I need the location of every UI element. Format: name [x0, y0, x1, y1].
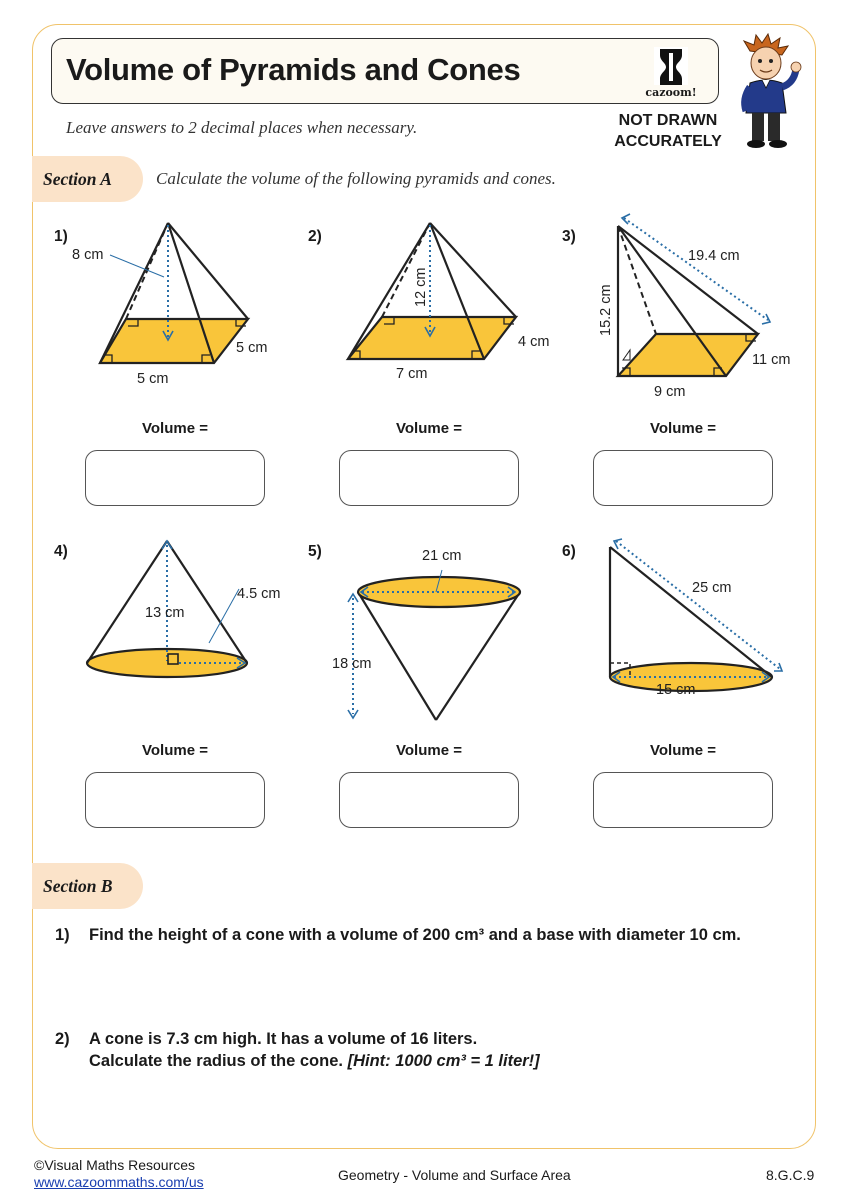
- label-height: 12 cm: [413, 267, 429, 307]
- question-2-line2: [89, 1050, 540, 1072]
- pyramid-figure-3: [590, 210, 810, 410]
- answer-box-4[interactable]: [85, 772, 265, 828]
- answer-box-6[interactable]: [593, 772, 773, 828]
- section-a-tab: Section A: [32, 156, 143, 202]
- label-length: 7 cm: [396, 366, 428, 382]
- volume-label: Volume =: [142, 420, 208, 437]
- pyramid-figure-1: [60, 215, 300, 395]
- label-width: 11 cm: [752, 352, 791, 368]
- section-b-tab: Section B: [32, 863, 143, 909]
- label-height: 15.2 cm: [598, 284, 614, 336]
- footer-topic: Geometry - Volume and Surface Area: [338, 1167, 571, 1183]
- footer-url-link[interactable]: www.cazoommaths.com/us: [34, 1174, 204, 1190]
- label-slant: 4.5 cm: [237, 586, 281, 602]
- question-number: 4): [54, 543, 68, 560]
- cone-figure-4: [75, 535, 315, 695]
- label-slant: 8 cm: [72, 247, 104, 263]
- section-b-question-2: [89, 1028, 540, 1072]
- volume-label: Volume =: [142, 742, 208, 759]
- question-2-text: Calculate the radius of the cone.: [89, 1052, 343, 1070]
- section-b-question-number: 2): [55, 1030, 70, 1048]
- question-2-hint: [Hint: 1000 cm³ = 1 liter!]: [347, 1052, 540, 1070]
- question-number: 2): [308, 228, 322, 245]
- label-slant: 19.4 cm: [688, 248, 740, 264]
- not-drawn-note: [598, 110, 738, 152]
- volume-label: Volume =: [650, 742, 716, 759]
- footer-copyright: ©Visual Maths Resources: [34, 1157, 196, 1173]
- footer-code: 8.G.C.9: [766, 1167, 815, 1183]
- cartoon-boy-icon: [728, 33, 812, 151]
- label-height: 13 cm: [145, 605, 185, 621]
- label-diameter: 21 cm: [422, 548, 462, 564]
- section-a-instruction: Calculate the volume of the following pyramids and cones.: [156, 169, 556, 188]
- not-drawn-line2: ACCURATELY: [614, 133, 722, 150]
- question-number: 5): [308, 543, 322, 560]
- label-height: 18 cm: [332, 656, 372, 672]
- label-slant: 25 cm: [692, 580, 732, 596]
- footer-left: [34, 1157, 204, 1191]
- logo-text: cazoom!: [645, 86, 697, 99]
- not-drawn-line1: NOT DRAWN: [618, 112, 718, 129]
- answer-box-3[interactable]: [593, 450, 773, 506]
- instructions-text: Leave answers to 2 decimal places when necessary.: [66, 118, 418, 137]
- answer-box-5[interactable]: [339, 772, 519, 828]
- question-number: 3): [562, 228, 576, 245]
- label-diameter: 15 cm: [656, 682, 696, 698]
- section-b-question-number: 1): [55, 926, 70, 944]
- question-2-line1: A cone is 7.3 cm high. It has a volume of 16 liters.: [89, 1030, 478, 1048]
- answer-box-1[interactable]: [85, 450, 265, 506]
- question-number: 1): [54, 228, 68, 245]
- cone-figure-5: [326, 540, 546, 730]
- volume-label: Volume =: [396, 420, 462, 437]
- label-width: 4 cm: [518, 334, 550, 350]
- label-length: 5 cm: [137, 371, 169, 387]
- volume-label: Volume =: [396, 742, 462, 759]
- section-b-question-1: Find the height of a cone with a volume of 200 cm³ and a base with diameter 10 cm.: [89, 926, 741, 944]
- label-length: 9 cm: [654, 384, 686, 400]
- answer-box-2[interactable]: [339, 450, 519, 506]
- cone-figure-6: [600, 535, 800, 705]
- page-title: Volume of Pyramids and Cones: [66, 52, 521, 87]
- pyramid-figure-2: [330, 215, 570, 395]
- label-width: 5 cm: [236, 340, 268, 356]
- question-number: 6): [562, 543, 576, 560]
- volume-label: Volume =: [650, 420, 716, 437]
